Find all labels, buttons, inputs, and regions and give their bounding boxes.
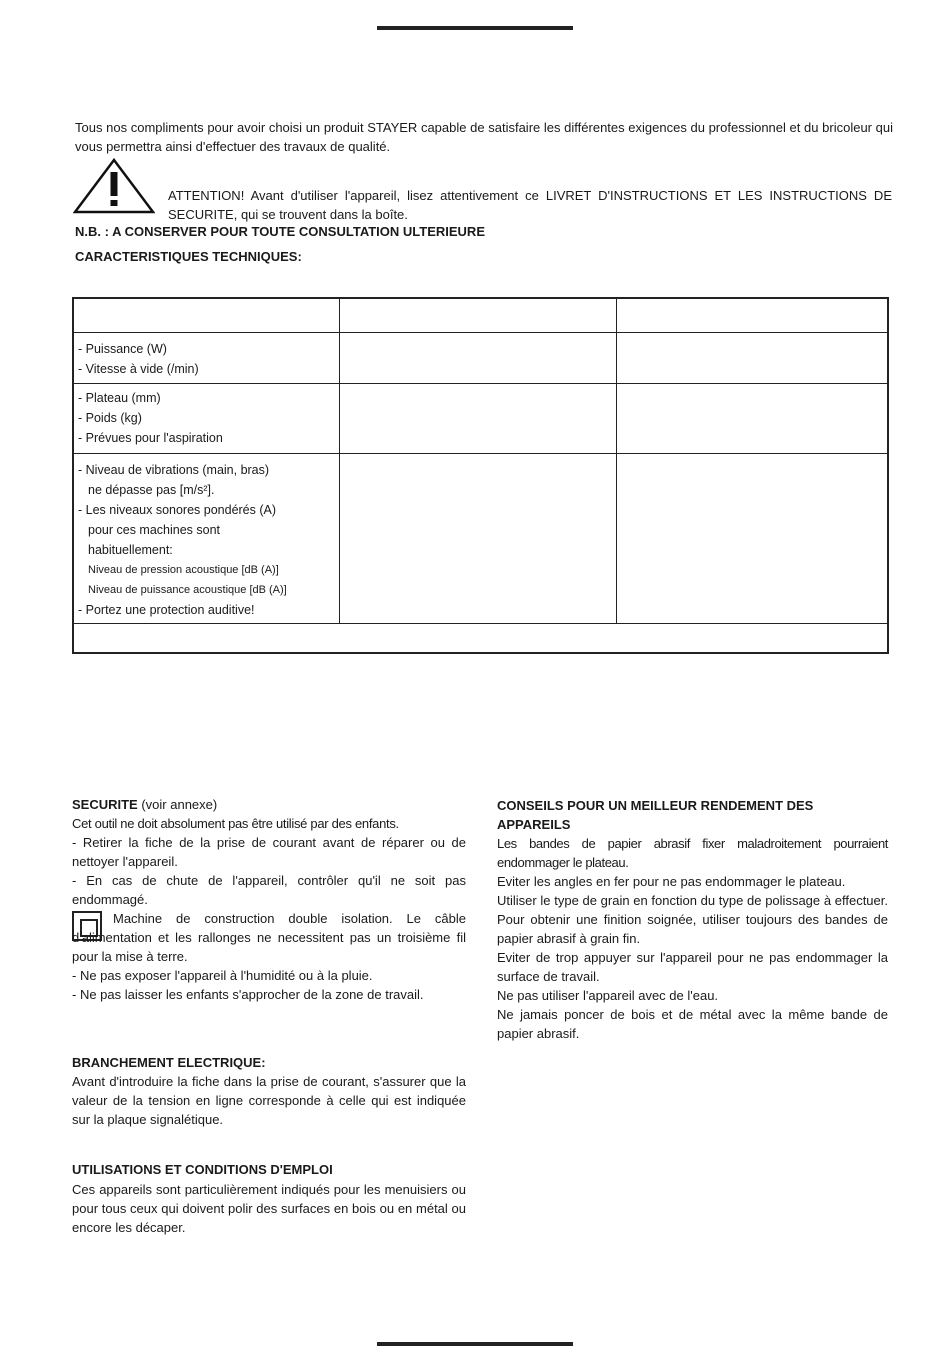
- conseils-line: Ne jamais poncer de bois et de métal avec la même bande de papier abrasif.: [497, 1007, 888, 1041]
- double-isolation-text: [72, 909, 466, 966]
- spec-footer-cell: [73, 623, 888, 653]
- top-rule: [377, 26, 573, 30]
- spec-value-cell: [340, 332, 617, 383]
- spec-label: - Niveau de vibrations (main, bras): [78, 462, 270, 477]
- spec-label: pour ces machines sont: [88, 522, 221, 537]
- spec-table: [72, 297, 889, 654]
- spec-label: habituellement:: [88, 542, 173, 557]
- spec-label-cell: [73, 383, 340, 453]
- spec-label: - Vitesse à vide (/min): [78, 361, 199, 376]
- securite-line: - Ne pas exposer l'appareil à l'humidité ou à la pluie.: [72, 968, 373, 983]
- nb-note: N.B. : A CONSERVER POUR TOUTE CONSULTATION ULTERIEURE: [75, 224, 485, 239]
- conseils-line: Les bandes de papier abrasif fixer maladroitement pourraient endommager le plateau.: [497, 836, 888, 870]
- conseils-text: [497, 834, 888, 1043]
- securite-heading: [72, 795, 217, 814]
- branchement-text: Avant d'introduire la fiche dans la prise de courant, s'assurer que la valeur de la tension en ligne corresponde à celle qui est indiquée sur la plaque signalétique.: [72, 1074, 466, 1127]
- attention-paragraph: ATTENTION! Avant d'utiliser l'appareil, lisez attentivement ce LIVRET D'INSTRUCTIONS ET LES INSTRUCTIONS DE SECURITE, qui se trouvent dans la boîte.: [168, 188, 892, 222]
- securite-lines: [72, 814, 466, 909]
- caracteristiques-heading: CARACTERISTIQUES TECHNIQUES:: [75, 249, 302, 264]
- securite-lines-2: [72, 966, 466, 1004]
- spec-header-cell: [617, 298, 889, 332]
- conseils-line: Utiliser le type de grain en fonction du type de polissage à effectuer. Pour obtenir une finition soignée, utiliser toujours des bandes de papier abrasif à grain fin.: [497, 893, 888, 946]
- utilisations-text: Ces appareils sont particulièrement indiqués pour les menuisiers ou pour tous ceux qui doivent polir des surfaces en bois ou en métal ou encore les décaper.: [72, 1182, 466, 1235]
- spec-label: - Poids (kg): [78, 410, 142, 425]
- securite-title: SECURITE: [72, 797, 138, 812]
- securite-line: - En cas de chute de l'appareil, contrôler qu'il ne soit pas endommagé.: [72, 873, 466, 907]
- spec-label: Niveau de puissance acoustique [dB (A)]: [88, 583, 287, 596]
- spec-label: - Prévues pour l'aspiration: [78, 430, 223, 445]
- spec-value-cell: [617, 383, 889, 453]
- conseils-line: Ne pas utiliser l'appareil avec de l'eau.: [497, 988, 719, 1003]
- utilisations-heading: UTILISATIONS ET CONDITIONS D'EMPLOI: [72, 1162, 333, 1177]
- conseils-line: Eviter de trop appuyer sur l'appareil pour ne pas endommager la surface de travail.: [497, 950, 888, 984]
- intro-paragraph: Tous nos compliments pour avoir choisi un produit STAYER capable de satisfaire les différentes exigences du professionnel et du bricoleur qui vous permettra ainsi d'effectuer des travaux de qualité.: [75, 120, 893, 154]
- double-isolation-line: Machine de construction double isolation. Le câble d'alimentation et les rallonges ne necessitent pas un troisième fil pour la mise à terre.: [72, 911, 466, 964]
- conseils-line: Eviter les angles en fer pour ne pas endommager le plateau.: [497, 874, 846, 889]
- spec-label: Niveau de pression acoustique [dB (A)]: [88, 563, 279, 576]
- branchement-heading: BRANCHEMENT ELECTRIQUE:: [72, 1055, 266, 1070]
- spec-value-cell: [617, 332, 889, 383]
- spec-header-cell: [340, 298, 617, 332]
- securite-line: - Retirer la fiche de la prise de courant avant de réparer ou de nettoyer l'appareil.: [72, 835, 466, 869]
- spec-label: - Puissance (W): [78, 341, 167, 356]
- spec-label-cell: [73, 453, 340, 623]
- spec-value-cell: [340, 453, 617, 623]
- spec-value-cell: [617, 453, 889, 623]
- spec-label: ne dépasse pas [m/s²].: [88, 482, 215, 497]
- securite-line: Cet outil ne doit absolument pas être utilisé par des enfants.: [72, 816, 399, 831]
- conseils-heading: CONSEILS POUR UN MEILLEUR RENDEMENT DES APPAREILS: [497, 798, 814, 832]
- spec-value-cell: [340, 383, 617, 453]
- spec-label: - Les niveaux sonores pondérés (A): [78, 502, 277, 517]
- securite-line: - Ne pas laisser les enfants s'approcher de la zone de travail.: [72, 987, 424, 1002]
- bottom-rule: [377, 1342, 573, 1346]
- spec-label-cell: [73, 332, 340, 383]
- spec-label: - Portez une protection auditive!: [78, 602, 255, 617]
- securite-title-suffix: (voir annexe): [137, 797, 218, 812]
- spec-label: - Plateau (mm): [78, 390, 161, 405]
- spec-header-cell: [73, 298, 340, 332]
- warning-triangle-icon: [73, 158, 155, 214]
